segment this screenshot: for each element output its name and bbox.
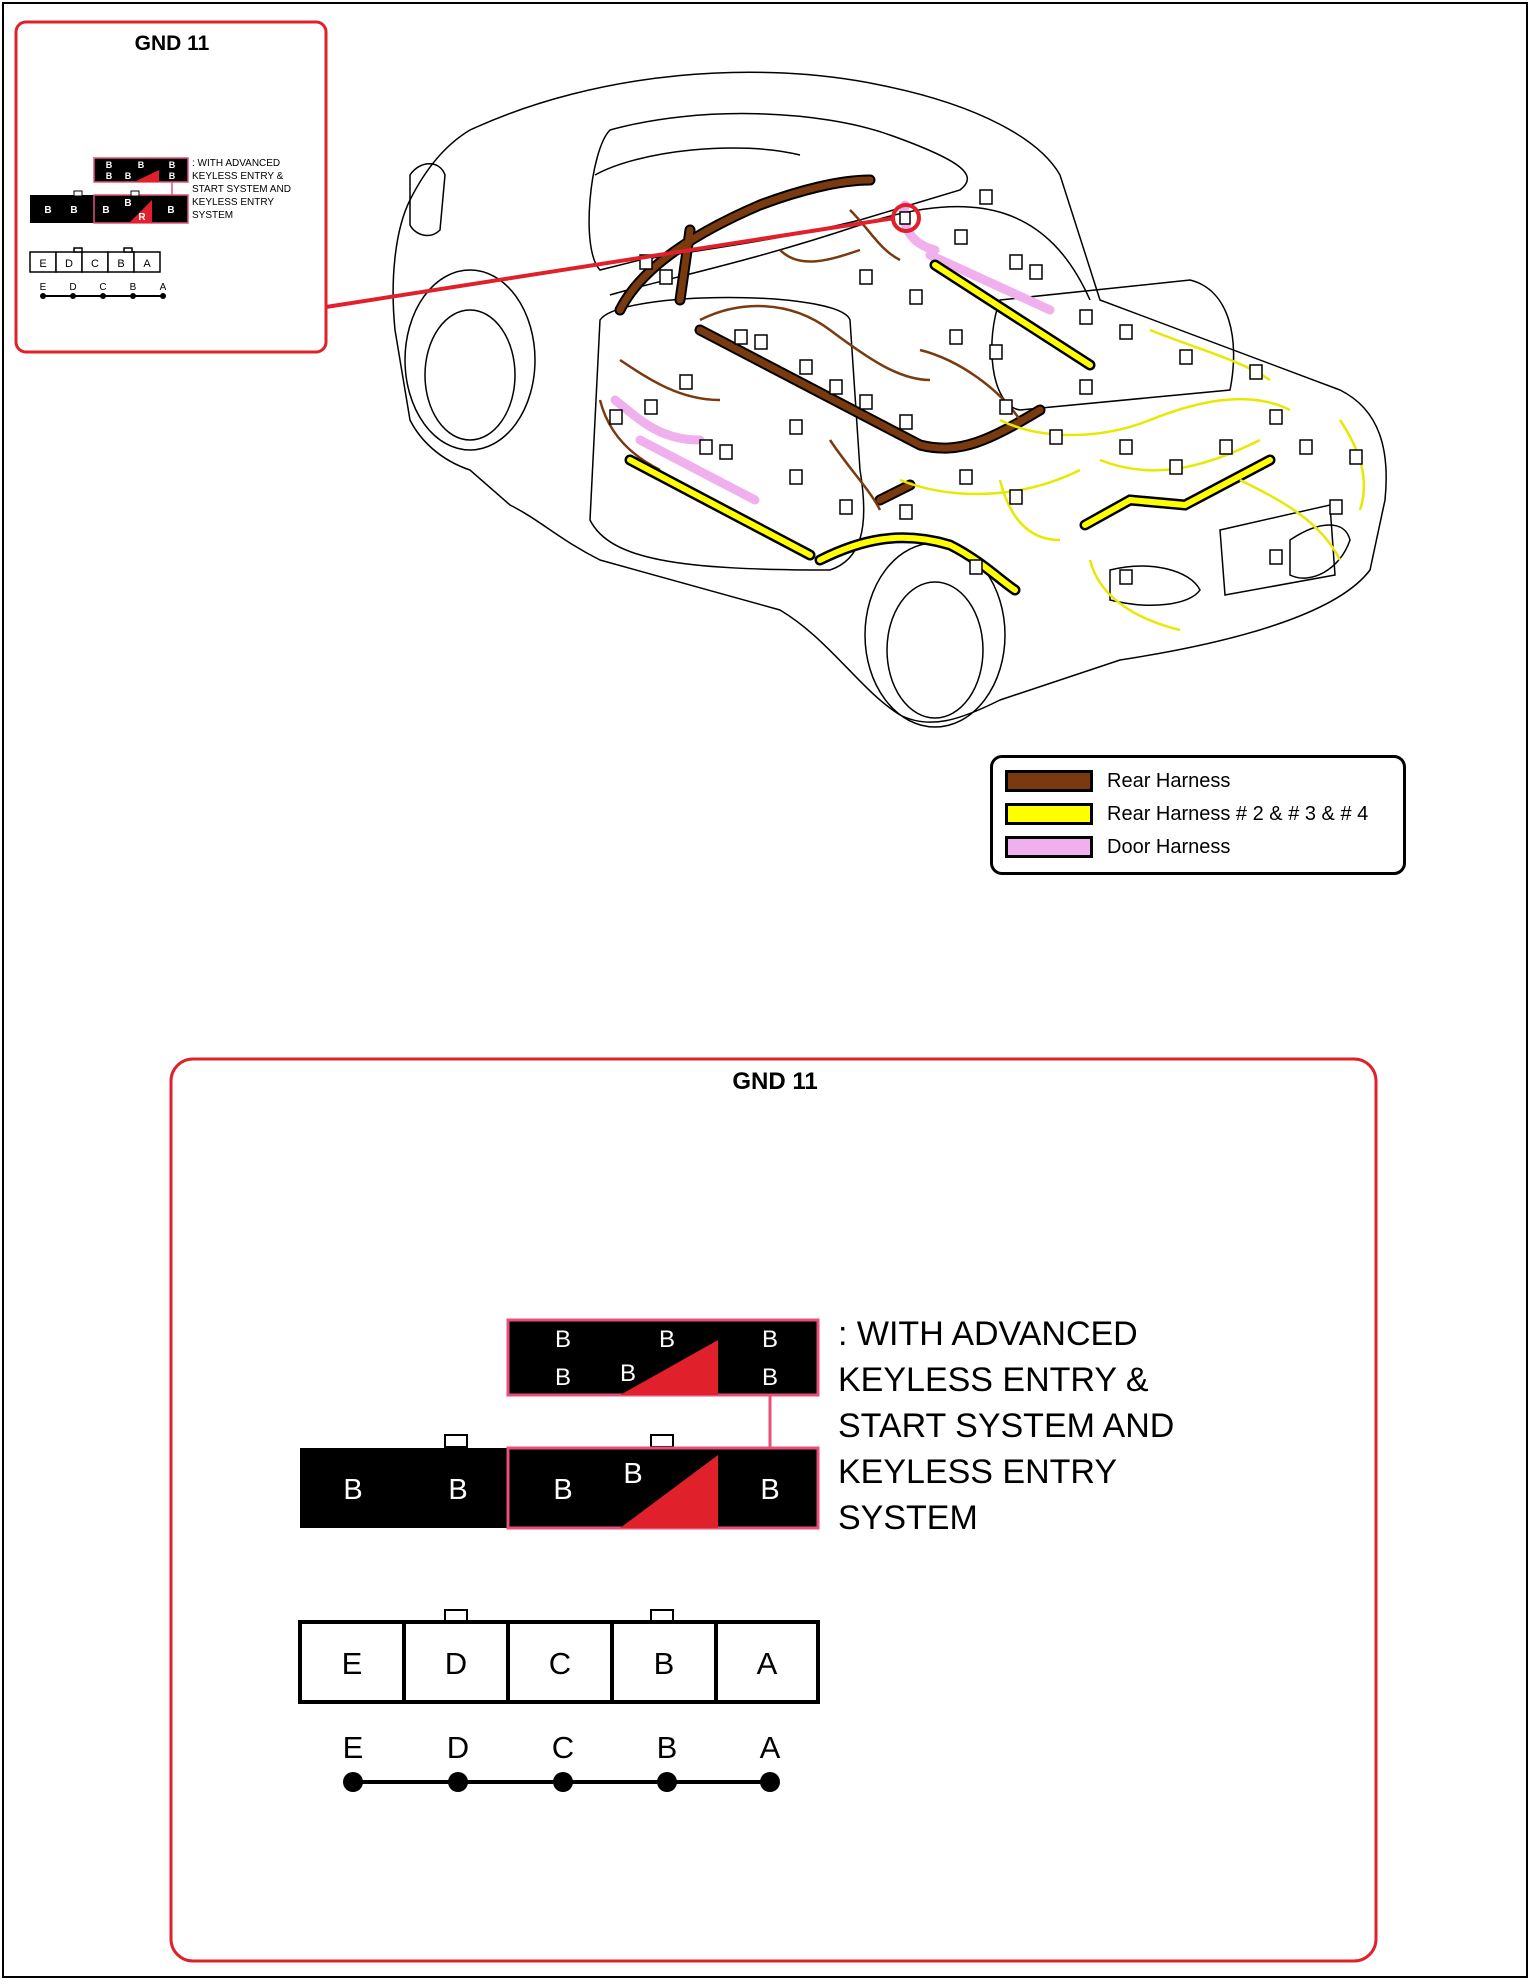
svg-text:B: B (70, 205, 78, 216)
svg-text:KEYLESS ENTRY &: KEYLESS ENTRY & (838, 1361, 1149, 1399)
small-callout-panel (14, 20, 344, 360)
svg-text:KEYLESS ENTRY: KEYLESS ENTRY (838, 1453, 1118, 1491)
svg-text:B: B (124, 171, 132, 181)
svg-text:B: B (761, 1364, 779, 1391)
svg-text:B: B (168, 160, 176, 170)
svg-text:B: B (129, 282, 137, 293)
detail-panel (165, 1055, 1395, 1985)
svg-text:B: B (167, 205, 175, 216)
legend-swatch-rear234 (1005, 803, 1093, 825)
svg-text:: WITH ADVANCED: : WITH ADVANCED (838, 1315, 1138, 1353)
svg-text:A: A (756, 1646, 778, 1681)
svg-text:B: B (448, 1474, 468, 1506)
svg-text:C: C (551, 1730, 575, 1765)
legend-item-door-harness (1005, 834, 1230, 860)
svg-text:C: C (548, 1646, 572, 1681)
svg-text:E: E (341, 1646, 363, 1681)
svg-text:START SYSTEM AND: START SYSTEM AND (192, 184, 291, 195)
svg-text:A: A (159, 282, 167, 293)
harness-legend (990, 755, 1406, 875)
svg-text:KEYLESS ENTRY: KEYLESS ENTRY (192, 197, 275, 208)
svg-text:START SYSTEM AND: START SYSTEM AND (838, 1407, 1175, 1445)
svg-text:B: B (760, 1474, 780, 1506)
detail-panel-title: GND 11 (732, 1068, 818, 1095)
svg-text:A: A (143, 258, 151, 270)
svg-text:D: D (446, 1730, 470, 1765)
svg-text:B: B (343, 1474, 363, 1506)
svg-text:B: B (554, 1364, 572, 1391)
svg-text:C: C (99, 282, 107, 293)
svg-text:B: B (137, 160, 145, 170)
svg-text:: WITH ADVANCED: : WITH ADVANCED (192, 158, 281, 169)
svg-text:R: R (138, 212, 146, 223)
svg-text:B: B (553, 1474, 573, 1506)
svg-text:D: D (444, 1646, 468, 1681)
svg-text:KEYLESS ENTRY &: KEYLESS ENTRY & (192, 171, 284, 182)
svg-text:B: B (554, 1326, 572, 1353)
svg-text:B: B (653, 1646, 675, 1681)
pin-grid (300, 1610, 818, 1702)
legend-item-rear-harness (1005, 768, 1230, 794)
svg-text:B: B (656, 1730, 678, 1765)
svg-text:SYSTEM: SYSTEM (838, 1499, 978, 1537)
legend-label: Rear Harness # 2 & # 3 & # 4 (1107, 802, 1369, 825)
svg-text:B: B (105, 171, 113, 181)
svg-text:E: E (39, 282, 47, 293)
svg-text:E: E (39, 258, 47, 270)
svg-text:B: B (168, 171, 176, 181)
svg-text:B: B (102, 205, 110, 216)
svg-text:B: B (623, 1458, 643, 1490)
svg-text:B: B (117, 258, 125, 270)
connector-markers (610, 190, 1362, 584)
svg-text:R: R (683, 1493, 705, 1525)
svg-text:B: B (44, 205, 52, 216)
small-panel-title: GND 11 (134, 32, 210, 55)
svg-text:B: B (658, 1326, 676, 1353)
legend-swatch-rear (1005, 770, 1093, 792)
main-connector (300, 1435, 818, 1528)
legend-label: Door Harness (1107, 835, 1231, 858)
svg-text:D: D (65, 258, 73, 270)
svg-text:R: R (689, 1370, 707, 1397)
legend-swatch-door (1005, 836, 1093, 858)
legend-label: Rear Harness (1107, 769, 1231, 792)
svg-text:B: B (124, 198, 132, 209)
svg-text:E: E (342, 1730, 364, 1765)
legend-item-rear-harness-234 (1005, 801, 1368, 827)
svg-text:B: B (619, 1360, 637, 1387)
svg-text:D: D (69, 282, 77, 293)
svg-text:C: C (91, 258, 99, 270)
svg-text:SYSTEM: SYSTEM (192, 210, 234, 221)
svg-text:A: A (759, 1730, 781, 1765)
svg-text:B: B (761, 1326, 779, 1353)
svg-text:B: B (105, 160, 113, 170)
